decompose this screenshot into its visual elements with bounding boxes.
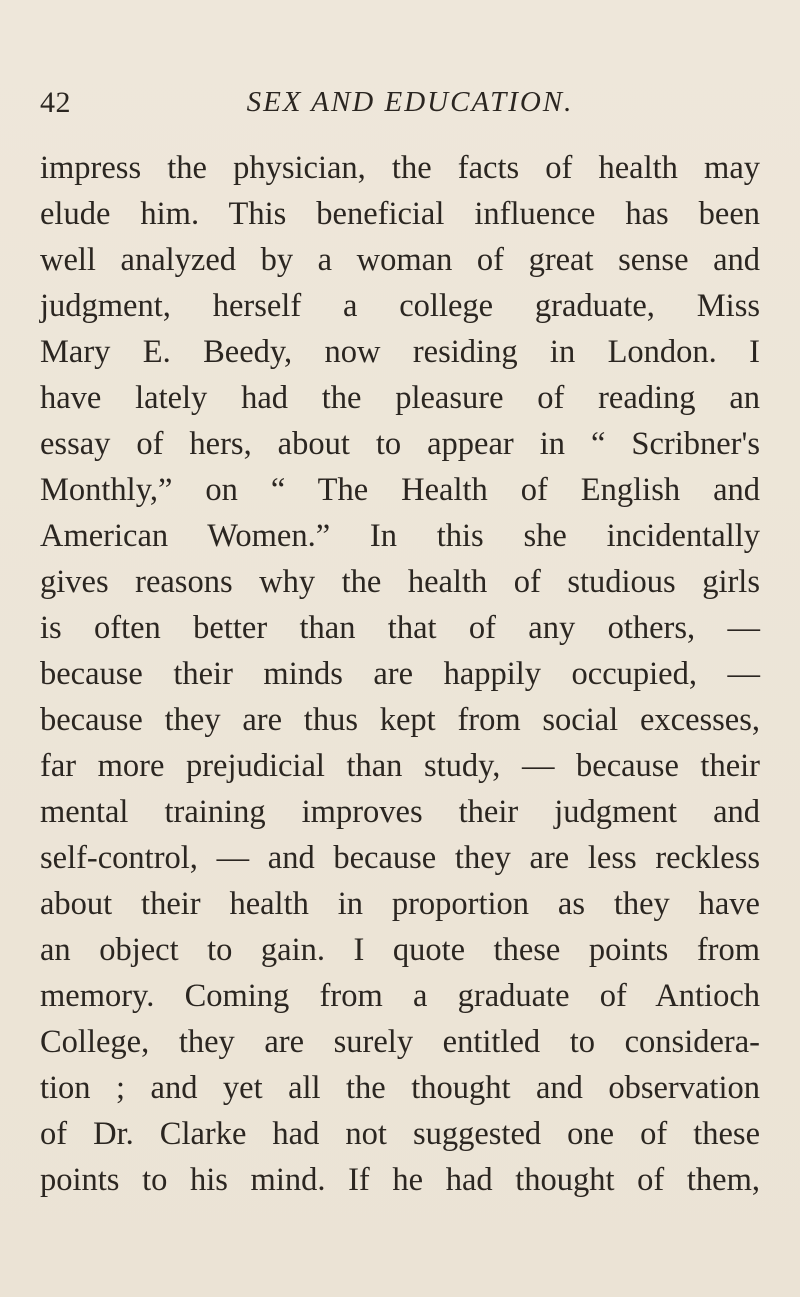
- text-line: points to his mind. If he had thought of them,: [40, 1162, 760, 1198]
- text-line: elude him. This beneficial influence has been: [40, 196, 760, 232]
- text-line: essay of hers, about to appear in “ Scribner's: [40, 426, 760, 462]
- page-number: 42: [40, 86, 71, 119]
- text-line: far more prejudicial than study, — because their: [40, 748, 760, 784]
- page-header: [40, 86, 760, 126]
- text-line: Monthly,” on “ The Health of English and: [40, 472, 760, 508]
- text-line: well analyzed by a woman of great sense and: [40, 242, 760, 278]
- text-line: College, they are surely entitled to considera-: [40, 1024, 760, 1060]
- text-line: about their health in proportion as they have: [40, 886, 760, 922]
- text-line: gives reasons why the health of studious girls: [40, 564, 760, 600]
- text-line: because their minds are happily occupied, —: [40, 656, 760, 692]
- text-line: because they are thus kept from social excesses,: [40, 702, 760, 738]
- text-line: have lately had the pleasure of reading an: [40, 380, 760, 416]
- text-line: judgment, herself a college graduate, Miss: [40, 288, 760, 324]
- text-line: tion ; and yet all the thought and observation: [40, 1070, 760, 1106]
- text-line: impress the physician, the facts of health may: [40, 150, 760, 186]
- text-line: Mary E. Beedy, now residing in London. I: [40, 334, 760, 370]
- text-line: self-control, — and because they are less reckless: [40, 840, 760, 876]
- text-line: of Dr. Clarke had not suggested one of these: [40, 1116, 760, 1152]
- body-text: [40, 145, 760, 1203]
- text-line: an object to gain. I quote these points from: [40, 932, 760, 968]
- text-line: is often better than that of any others, —: [40, 610, 760, 646]
- text-line: mental training improves their judgment and: [40, 794, 760, 830]
- running-head: SEX AND EDUCATION.: [246, 86, 574, 118]
- text-line: memory. Coming from a graduate of Antioch: [40, 978, 760, 1014]
- text-line: American Women.” In this she incidentally: [40, 518, 760, 554]
